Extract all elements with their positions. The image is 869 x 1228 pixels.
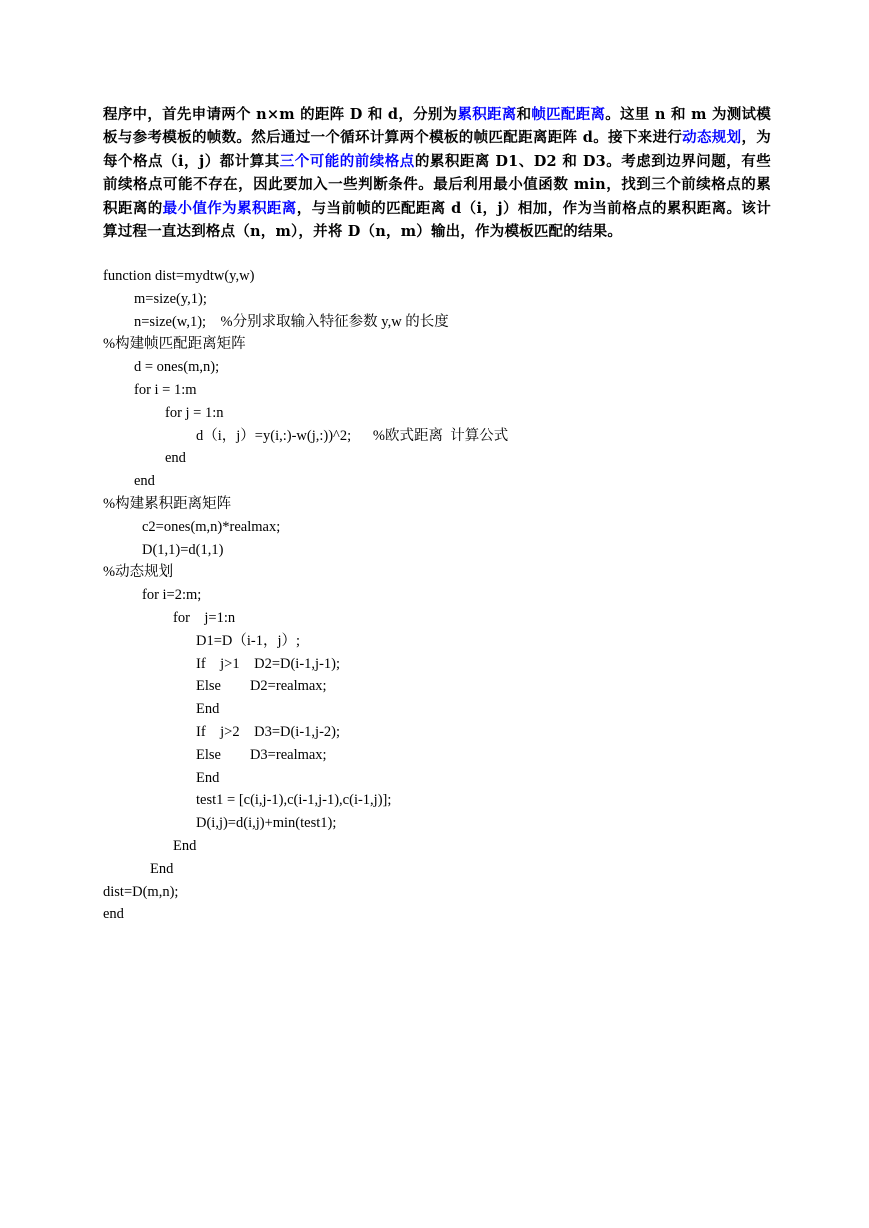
paragraph-text: ，为每个格点（i，j）都计算其 <box>103 129 771 170</box>
paragraph-text: 程序中，首先申请两个 n×m 的距阵 D 和 d，分别为 <box>103 106 458 123</box>
code-line: for j=1:n <box>173 609 236 626</box>
paragraph-text: 。这里 n 和 m 为测试模板与参考模板的帧数。然后通过一个循环计算两个模板的帧匹配距离距阵 d。接下来进行 <box>103 106 771 147</box>
code-line: n=size(w,1); %分别求取输入特征参数 y,w 的长度 <box>134 313 449 330</box>
code-line: End <box>196 769 220 786</box>
code-line: End <box>150 860 174 877</box>
code-line: %动态规划 <box>103 564 174 581</box>
code-line: for i=2:m; <box>142 587 202 604</box>
code-line: If j>2 D3=D(i-1,j-2); <box>196 723 341 740</box>
code-line: for i = 1:m <box>134 381 197 398</box>
paragraph-text: 的累积距离 D1、D2 和 D3。考虑到边界问题，有些前续格点可能不存在，因此要加入一些判断条件。最后利用最小值函数 min，找到三个前续格点的累积距离的 <box>103 152 771 217</box>
code-line: end <box>165 450 186 467</box>
paragraph-text: 和 <box>516 106 532 123</box>
code-line: Else D2=realmax; <box>196 678 327 695</box>
code-line: end <box>134 473 155 490</box>
highlighted-term: 最小值作为累积距离 <box>162 199 297 217</box>
code-line: %构建累积距离矩阵 <box>103 495 232 512</box>
code-line: If j>1 D2=D(i-1,j-1); <box>196 655 341 672</box>
code-listing <box>103 265 783 926</box>
code-line: End <box>173 837 197 854</box>
paragraph-text: ，与当前帧的匹配距离 d（i，j）相加，作为当前格点的累积距离。该计算过程一直达到格点（n，m），并将 D（n，m）输出，作为模板匹配的结果。 <box>103 199 771 241</box>
code-line: d（i，j）=y(i,:)-w(j,:))^2; %欧式距离 计算公式 <box>196 427 509 444</box>
code-line: c2=ones(m,n)*realmax; <box>142 518 281 535</box>
highlighted-term: 帧匹配距离 <box>531 106 606 123</box>
code-line: D(i,j)=d(i,j)+min(test1); <box>196 815 337 832</box>
highlighted-term: 三个可能的前续格点 <box>279 152 415 170</box>
highlighted-term: 累积距离 <box>457 106 517 123</box>
code-line: %构建帧匹配距离矩阵 <box>103 336 246 353</box>
highlighted-term: 动态规划 <box>682 129 742 147</box>
code-line: D1=D（i-1，j）; <box>196 632 301 649</box>
code-line: End <box>196 701 220 718</box>
code-line: test1 = [c(i,j-1),c(i-1,j-1),c(i-1,j)]; <box>196 792 392 809</box>
code-line: dist=D(m,n); <box>103 883 179 900</box>
code-line: for j = 1:n <box>165 404 224 421</box>
code-line: Else D3=realmax; <box>196 746 327 763</box>
description-paragraph <box>103 103 771 243</box>
code-line: D(1,1)=d(1,1) <box>142 541 224 558</box>
code-line: m=size(y,1); <box>134 290 207 307</box>
code-line: end <box>103 906 124 923</box>
code-line: d = ones(m,n); <box>134 359 220 376</box>
code-line: function dist=mydtw(y,w) <box>103 268 255 284</box>
